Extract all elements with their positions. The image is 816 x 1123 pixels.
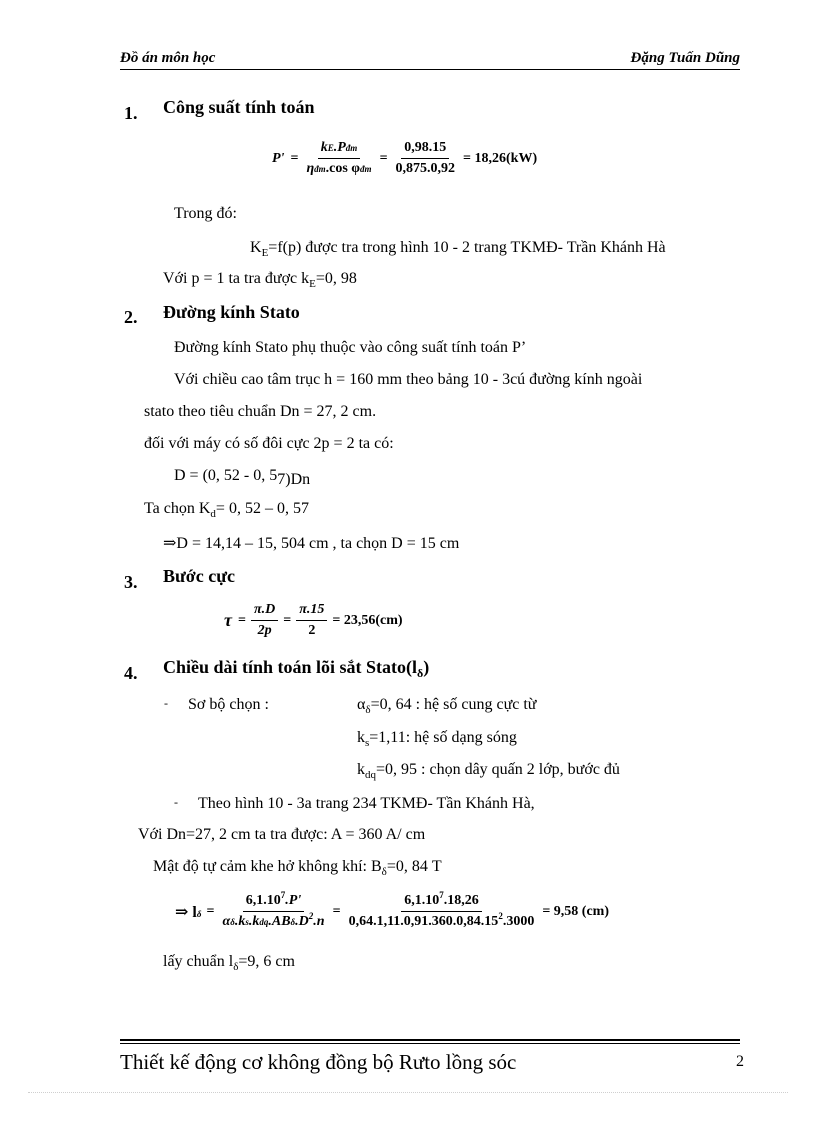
trong-do: Trong đó: xyxy=(174,205,237,222)
so-bo-chon: Sơ bộ chọn : xyxy=(188,696,269,713)
alpha-line: $\alpha_\delta=0$, 64 : hệ số cung cực từ xyxy=(357,696,537,716)
section-1-title: Công suất tính toán xyxy=(163,97,315,117)
section-2-title: Đường kính Stato xyxy=(163,302,300,322)
kdq-line: $k_{dq}=0$, 95 : chọn dây quấn 2 lớp, bước đủ xyxy=(357,761,620,781)
section-4-title: Chiều dài tính toán lõi sắt $Stato(l_\delta)$ xyxy=(163,657,430,680)
page-edge-dotted xyxy=(28,1092,788,1093)
fp-den2: 0,875.0,92 xyxy=(395,161,456,176)
header-rule xyxy=(120,69,740,70)
ks-line: $k_s=1,11$: hệ số dạng sóng xyxy=(357,729,517,749)
section-4-number: 4. xyxy=(124,663,138,683)
s2-line4: đối với máy có số đôi cực 2p = 2 ta có: xyxy=(144,435,394,452)
page-number: 2 xyxy=(736,1053,744,1070)
header-left: Đồ án môn học xyxy=(120,50,216,66)
s2-line3: stato theo tiêu chuẩn Dn = 27, 2 cm. xyxy=(144,403,377,420)
header-right: Đặng Tuấn Dũng xyxy=(630,50,740,66)
dn-line: Với Dn=27, 2 cm ta tra được: A = 360 A/ cm xyxy=(138,826,426,843)
formula-power: P' = $\frac{\text{kE.Pđm}}{\text{ηđm.cos φđm}}$ = $\frac{0,98.15}{0,875.0,92}$ = 18,26(kW) xyxy=(272,140,538,176)
bullet-dash-1: - xyxy=(164,696,168,710)
footer-title: Thiết kế động cơ không đồng bộ Rưto lồng sóc xyxy=(120,1050,517,1074)
s2-line6: Ta chọn $K_d= 0$, 52 – 0, 57 xyxy=(144,500,309,520)
section-3-title: Bước cực xyxy=(163,566,236,586)
p-line: Với p = 1 ta tra được $k_E=0$, 98 xyxy=(163,270,357,290)
footer-rule-top xyxy=(120,1039,740,1041)
ke-line: $K_E=f(p)$ được tra trong hình 10 - 2 trang TKMĐ- Trần Khánh Hà xyxy=(250,239,666,259)
formula-pole-pitch: τ = $\frac{\pi.D}{2p}$ = $\frac{\pi.15}{2}$ = 23,56(cm) xyxy=(224,602,403,638)
section-1-number: 1. xyxy=(124,103,138,123)
fp-num2: 0,98.15 xyxy=(401,140,449,159)
s2-line1: Đường kính Stato phụ thuộc vào công suất tính toán P’ xyxy=(174,339,527,356)
fp-result: = 18,26(kW) xyxy=(463,150,538,166)
b-line: Mật độ tự cảm khe hở không khí: $B_\delta=0$, 84 T xyxy=(153,858,442,878)
section-2-number: 2. xyxy=(124,307,138,327)
formula-power-lhs: P' xyxy=(272,150,285,166)
s2-line2: Với chiều cao tâm trục h = 160 mm theo bảng 10 - 3cú đường kính ngoài xyxy=(174,371,643,388)
fp-num1: k xyxy=(320,140,328,155)
bullet-dash-2: - xyxy=(174,795,178,809)
section-3-number: 3. xyxy=(124,572,138,592)
formula-length: ⇒ lδ = $\frac{6,1.10^7.P'}{\alpha\delta.ks.kdq.AB\delta.D^2.n}$ = $\frac{6,1.10^7.18,26}{0,64.1,11.0,91.360.0,84.15^2.3000}$ = 9,58 (cm) xyxy=(175,890,609,929)
s2-line5: D = (0, 52 - 0, 57)Dn xyxy=(174,467,311,488)
footer-rule-bottom xyxy=(120,1043,740,1044)
bullet2: Theo hình 10 - 3a trang 234 TKMĐ- Tần Khánh Hà, xyxy=(198,795,535,812)
final-line: lấy chuẩn $l_\delta=9$, 6 cm xyxy=(163,953,295,973)
s2-line7: ⇒D = 14,14 – 15, 504 cm , ta chọn D = 15 cm xyxy=(163,535,460,552)
